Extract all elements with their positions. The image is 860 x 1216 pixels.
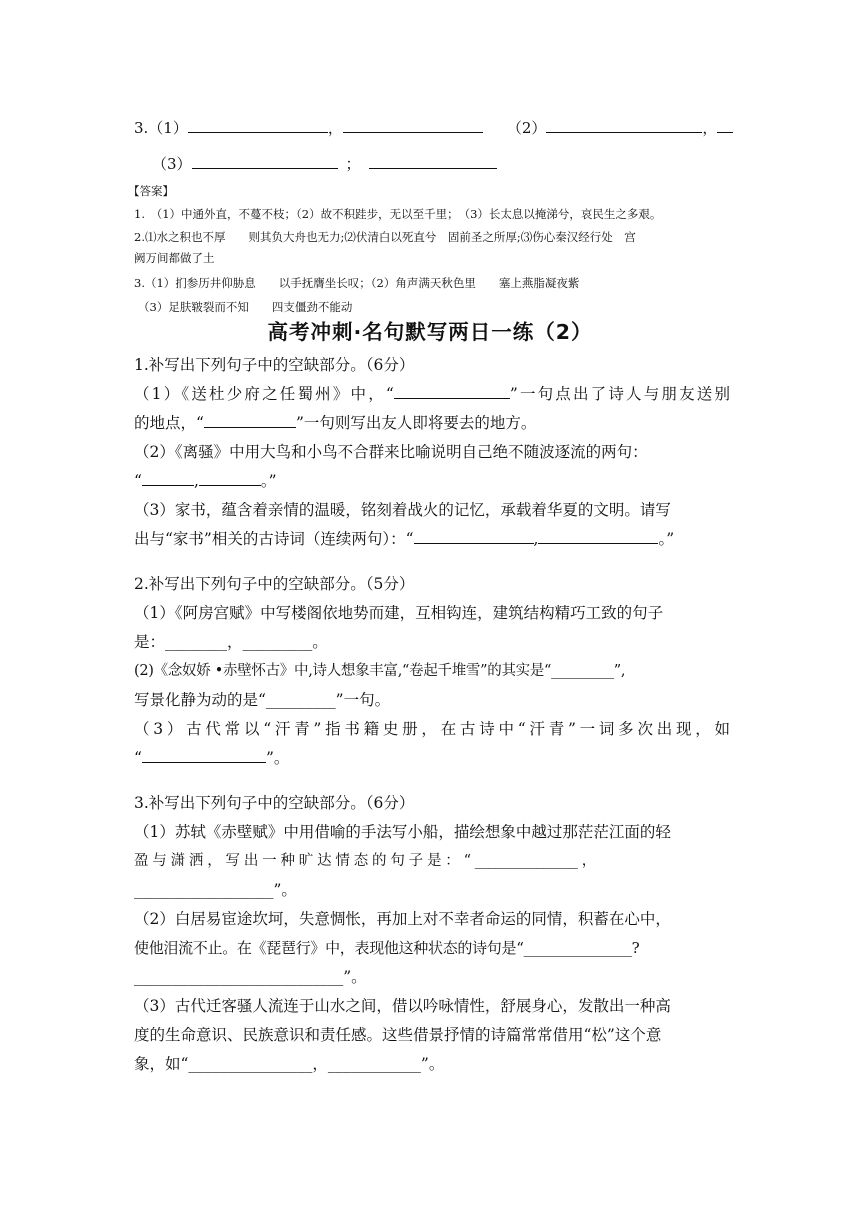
question-text: “ , 。” (134, 472, 277, 490)
question-text: 使他泪流不止。在《琵琶行》中，表现他这种状态的诗句是“_______________? (134, 939, 640, 957)
question-1 (134, 351, 730, 554)
answer-blank[interactable] (546, 118, 702, 133)
answer-blank[interactable] (343, 118, 483, 133)
question-text: （3）古代迁客骚人流连于山水之间，借以吟咏情性，舒展身心，发散出一种高 (134, 997, 671, 1015)
question-text: （3）家书，蕴含着亲情的温暖，铭刻着战火的记忆，承载着华夏的文明。请写 (134, 501, 671, 519)
answer-blank[interactable] (188, 118, 328, 133)
question-text: （1）《阿房宫赋》中写楼阁依地势而建，互相钩连，建筑结构精巧工致的句子 (134, 604, 664, 622)
section-title: 高考冲刺·名句默写两日一练（2） (267, 320, 593, 344)
question-3 (134, 789, 730, 1079)
answer-blank[interactable] (369, 154, 497, 169)
question-text: 盈 与 潇 洒 ， 写 出 一 种 旷 达 情 态 的 句 子 是 ： “ _______________ ， (134, 853, 596, 869)
question-text: （2）白居易宦途坎坷，失意惆怅，再加上对不幸者命运的同情，积蓄在心中， (134, 910, 671, 928)
question-text: 是：________，_________。 (134, 633, 328, 651)
answer-line: 阙万间都做了土 (134, 251, 215, 265)
question-header: 1.补写出下列句子中的空缺部分。（6分） (134, 356, 415, 374)
question-text: __________________”。 (134, 881, 297, 899)
question-text: （2）《离骚》中用大鸟和小鸟不合群来比喻说明自己绝不随波逐流的两句： (134, 443, 648, 461)
answer-blank[interactable] (204, 413, 296, 428)
question-header: 2.补写出下列句子中的空缺部分。（5分） (134, 575, 415, 593)
answer-blank[interactable] (717, 118, 733, 133)
question-text: 度的生命意识、民族意识和责任感。这些借景抒情的诗篇常常借用“松”这个意 (134, 1026, 662, 1044)
question-text: (2)《念奴娇 •赤壁怀古》中,诗人想象丰富,“卷起千堆雪”的其实是“_________”, (134, 663, 626, 679)
prev-q3-line1: 3.（1） ， （2） ， (134, 118, 733, 138)
question-text: （1）《送杜少府之任蜀州》中，“ ”一句点出了诗人与朋友送别 (134, 385, 730, 403)
answer-line: 1. （1）中通外直，不蔓不枝；（2）故不积跬步，无以至千里； （3）长太息以掩涕兮，哀民生之多艰。 (134, 207, 662, 221)
question-text: （1）苏轼《赤壁赋》中用借喻的手法写小船，描绘想象中越过那茫茫江面的轻 (134, 823, 671, 841)
answer-label: 【答案】 (128, 184, 174, 198)
question-text: 的地点，“ ”一句则写出友人即将要去的地方。 (134, 414, 537, 432)
prev-q3-line2: （3） ； (152, 154, 497, 174)
answer-blank[interactable] (192, 154, 338, 169)
answer-blank[interactable] (199, 471, 261, 486)
question-text: 出与“家书”相关的古诗词（连续两句）：“ , 。” (134, 530, 675, 548)
question-header: 3.补写出下列句子中的空缺部分。（6分） (134, 794, 415, 812)
question-text: 象，如“________________，____________”。 (134, 1055, 445, 1073)
question-text: 写景化静为动的是“_________”一句。 (134, 691, 391, 709)
answer-line: 3.（1）扪参历井仰胁息 以手抚膺坐长叹；（2）角声满天秋色里 塞上燕脂凝夜紫 (134, 276, 580, 290)
answer-blank[interactable] (414, 529, 534, 544)
answer-blank[interactable] (142, 748, 266, 763)
answer-blank[interactable] (142, 471, 194, 486)
question-2 (134, 570, 730, 773)
answer-blank[interactable] (538, 529, 658, 544)
question-text: （3）古代常以“汗青”指书籍史册，在古诗中“汗青”一词多次出现，如 (134, 720, 730, 738)
answer-blank[interactable] (394, 384, 510, 399)
question-text: “ ”。 (134, 749, 290, 767)
answer-line: 2.⑴水之积也不厚 则其负大舟也无力;⑵伏清白以死直兮 固前圣之所厚;⑶伤心秦汉经行处 宫 (134, 230, 636, 244)
answer-line: （3）足肤皲裂而不知 四支僵劲不能动 (138, 300, 353, 314)
question-text: ___________________________”。 (134, 968, 367, 986)
